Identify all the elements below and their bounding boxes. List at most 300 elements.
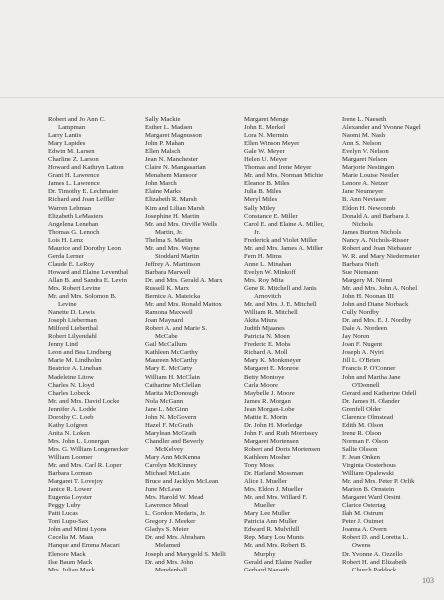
donor-name: Eldon H. Newcomb bbox=[342, 204, 396, 212]
donor-entry bbox=[48, 172, 145, 180]
donor-entry bbox=[342, 309, 422, 317]
donor-entry bbox=[244, 301, 342, 309]
donor-name: Grant H. Lawrence bbox=[48, 172, 100, 180]
donor-name: William R. Mitchell bbox=[244, 309, 298, 317]
donor-name: Edith M. Olson bbox=[342, 421, 384, 429]
donor-entry bbox=[145, 454, 244, 462]
donor-name: Leon and Bea Lindberg bbox=[48, 349, 112, 357]
donor-entry bbox=[145, 309, 244, 317]
donor-name: Mrs. Roy Mita bbox=[244, 276, 284, 284]
donor-name: Francis P. O'Conner bbox=[342, 365, 396, 373]
donor-name: Mr. and Mrs. Ronald Mattox bbox=[145, 301, 222, 309]
donor-name: Dr. Harland Mossman bbox=[244, 470, 304, 478]
donor-name: Gregory J. Meeker bbox=[145, 518, 196, 526]
donor-name: Frederick and Violet Miller bbox=[244, 236, 318, 244]
donor-name: Madeleine Litow bbox=[48, 373, 94, 381]
donor-entry bbox=[48, 349, 145, 357]
donor-name-continuation: Martin, Jr. bbox=[155, 228, 183, 236]
donor-name: Marie Louise Nestler bbox=[342, 172, 399, 180]
donor-entry bbox=[342, 285, 422, 293]
donor-entry bbox=[48, 229, 145, 237]
donor-name: Evelyn V. Nelson bbox=[342, 148, 389, 156]
donor-entry bbox=[342, 398, 422, 406]
donor-entry bbox=[244, 390, 342, 398]
donor-name: Margaret T. Lovejoy bbox=[48, 478, 104, 486]
donor-entry bbox=[244, 494, 342, 510]
donor-entry bbox=[145, 494, 244, 502]
donor-name: Lawrence Mead bbox=[145, 502, 189, 510]
donor-entry bbox=[244, 325, 342, 333]
donor-name: Constance E. Miller bbox=[244, 212, 298, 220]
donor-entry bbox=[342, 559, 422, 571]
donor-name: Hazel F. McGrath bbox=[145, 421, 193, 429]
donor-name: Robert Lilyendahl bbox=[48, 333, 97, 341]
donor-entry bbox=[48, 526, 145, 534]
donor-name: Lois H. Lenz bbox=[48, 236, 84, 244]
donor-name: F. Jean Onken bbox=[342, 453, 380, 461]
donor-name: L. Gordon Medaris, Jr. bbox=[145, 510, 206, 518]
donor-entry bbox=[145, 140, 244, 148]
donor-entry bbox=[244, 124, 342, 132]
donor-name: Robert and Joan Niebauer bbox=[342, 244, 412, 252]
donor-entry bbox=[342, 414, 422, 422]
donor-name: Patricia N. Moen bbox=[244, 333, 290, 341]
donor-name: Elenore Mack bbox=[48, 550, 86, 558]
donor-name: Alexander and Yvonne Nagel bbox=[342, 124, 421, 132]
top-divider-line bbox=[0, 97, 444, 98]
donor-column-3 bbox=[244, 116, 342, 571]
donor-name: Jean Morgan-Lobe bbox=[244, 405, 295, 413]
donor-name: Toni Lupu-Sax bbox=[48, 518, 89, 526]
donor-entry bbox=[48, 446, 145, 454]
donor-name: Jane L. McGinn bbox=[145, 405, 189, 413]
donor-name: Patricia Ann Muller bbox=[244, 518, 298, 526]
donor-entry bbox=[48, 237, 145, 245]
donor-name: Kathy Lofgren bbox=[48, 421, 88, 429]
donor-entry bbox=[145, 132, 244, 140]
donor-entry bbox=[48, 551, 145, 559]
donor-name: Dorothy C. Loeb bbox=[48, 413, 94, 421]
donor-entry bbox=[244, 261, 342, 269]
donor-entry bbox=[342, 333, 422, 341]
donor-name: Margaret Nelson bbox=[342, 156, 388, 164]
donor-entry bbox=[244, 422, 342, 430]
donor-name: Joseph and Marygold S. Melli bbox=[145, 550, 226, 558]
donor-column-1 bbox=[48, 116, 145, 571]
donor-name: Chandler and Beverly bbox=[145, 437, 204, 445]
donor-entry bbox=[342, 374, 422, 390]
donor-name: Dr. and Mrs. Gerald A. Marx bbox=[145, 276, 223, 284]
donor-entry bbox=[342, 116, 422, 124]
donor-entry bbox=[48, 188, 145, 196]
donor-name: Naomi M. Nash bbox=[342, 132, 385, 140]
donor-entry bbox=[342, 148, 422, 156]
donor-entry bbox=[48, 213, 145, 221]
donor-name: Barbara Nieft bbox=[342, 260, 379, 268]
donor-entry bbox=[48, 414, 145, 422]
donor-name: Menahem Mansoor bbox=[145, 172, 198, 180]
donor-name-continuation: Nichols bbox=[352, 220, 373, 228]
donor-name: John P. Mahan bbox=[145, 140, 185, 148]
donor-entry bbox=[48, 406, 145, 414]
donor-entry bbox=[145, 180, 244, 188]
donor-entry bbox=[48, 156, 145, 164]
donor-name: Mary E. McCarty bbox=[145, 365, 193, 373]
donor-entry bbox=[244, 245, 342, 253]
donor-entry bbox=[244, 526, 342, 534]
donor-name: Clarice Ostertag bbox=[342, 502, 386, 510]
donor-column-2 bbox=[145, 116, 244, 571]
donor-entry bbox=[342, 551, 422, 559]
donor-name: William H. McClain bbox=[145, 373, 200, 381]
donor-name: Judith Mjaanes bbox=[244, 325, 285, 333]
donor-name: Marion B. Ornstein bbox=[342, 486, 395, 494]
donor-entry bbox=[342, 261, 422, 269]
donor-entry bbox=[145, 164, 244, 172]
donor-name: Tony Moss bbox=[244, 462, 274, 470]
donor-entry bbox=[145, 422, 244, 430]
donor-entry bbox=[145, 148, 244, 156]
donor-name: John N. McGovern bbox=[145, 413, 197, 421]
donor-name: Evelyn W. Minkoff bbox=[244, 268, 296, 276]
donor-name: Russell K. Marx bbox=[145, 284, 190, 292]
donor-name: Lenore A. Netzer bbox=[342, 180, 389, 188]
donor-name: Joan Maynard bbox=[145, 317, 184, 325]
donor-name: Joan F. Nugent bbox=[342, 341, 383, 349]
donor-name: Grenfell Older bbox=[342, 405, 382, 413]
donor-entry bbox=[48, 365, 145, 373]
donor-name: Mattie E. Morin bbox=[244, 413, 288, 421]
donor-entry bbox=[342, 140, 422, 148]
donor-entry bbox=[342, 430, 422, 438]
donor-entry bbox=[48, 510, 145, 518]
donor-name: Angelena Lenehan bbox=[48, 220, 99, 228]
donor-name: Mrs. Harold W. Mead bbox=[145, 494, 204, 502]
donor-entry bbox=[48, 390, 145, 398]
donor-column-4 bbox=[342, 116, 422, 571]
donor-entry bbox=[145, 245, 244, 261]
donor-entry bbox=[48, 470, 145, 478]
donor-entry bbox=[244, 140, 342, 148]
donor-name: Milford Lieberthal bbox=[48, 325, 98, 333]
donor-name: Cecelia M. Maas bbox=[48, 534, 94, 542]
donor-entry bbox=[342, 164, 422, 172]
donor-name: Catharine McClellan bbox=[145, 381, 201, 389]
donor-name: Helen U. Meyer bbox=[244, 156, 288, 164]
donor-entry bbox=[244, 382, 342, 390]
donor-entry bbox=[145, 172, 244, 180]
donor-name: Kathleen Mosher bbox=[244, 453, 291, 461]
donor-entry bbox=[244, 438, 342, 446]
donor-name: Donald A. and Barbara J. bbox=[342, 212, 410, 220]
donor-entry bbox=[244, 341, 342, 349]
donor-name: Maurice and Dorothy Leon bbox=[48, 244, 121, 252]
donor-entry bbox=[244, 518, 342, 526]
donor-name: Jean N. Manchester bbox=[145, 156, 198, 164]
donor-entry bbox=[342, 462, 422, 470]
donor-entry bbox=[244, 365, 342, 373]
donor-name: Irene L. Naeseth bbox=[342, 116, 387, 123]
donor-name: Edward R. Mulvihill bbox=[244, 526, 300, 534]
donor-entry bbox=[48, 518, 145, 526]
donor-entry bbox=[48, 502, 145, 510]
donor-entry bbox=[244, 172, 342, 180]
donor-name: Margaret Mortensen bbox=[244, 437, 299, 445]
donor-entry bbox=[342, 341, 422, 349]
donor-name: Betty Montoye bbox=[244, 373, 285, 381]
donor-name: Jane Neumeyer bbox=[342, 188, 384, 196]
donor-name: Dr. and Mrs. John bbox=[145, 558, 194, 566]
donor-name: Margaret Menge bbox=[244, 116, 289, 123]
donor-entry bbox=[48, 559, 145, 567]
donor-name: Mr. and Mrs. Orville Wells bbox=[145, 220, 218, 228]
donor-entry bbox=[244, 237, 342, 245]
donor-name: Howard and Elaine Leventhal bbox=[48, 268, 129, 276]
donor-entry bbox=[244, 196, 342, 204]
donor-name: Beatrice A. Linehan bbox=[48, 365, 102, 373]
donor-name: Margaret Ward Orsini bbox=[342, 494, 401, 502]
donor-name: Allan B. and Sandra E. Levin bbox=[48, 276, 127, 284]
donor-name: Mrs. Eldon J. Mueller bbox=[244, 486, 303, 494]
donor-entry bbox=[244, 567, 342, 571]
donor-name: Cully Nordby bbox=[342, 309, 379, 317]
donor-entry bbox=[145, 237, 244, 245]
donor-name: Sue Niemann bbox=[342, 268, 379, 276]
donor-entry bbox=[145, 526, 244, 534]
donor-name: Mr. and Mrs. Wayne bbox=[145, 244, 200, 252]
donor-entry bbox=[145, 406, 244, 414]
donor-entry bbox=[342, 526, 422, 534]
donor-entry bbox=[145, 221, 244, 237]
donor-entry bbox=[244, 357, 342, 365]
donor-entry bbox=[244, 221, 342, 237]
donor-name: Sally Miley bbox=[244, 204, 276, 212]
donor-name: Ilah M. Ostrum bbox=[342, 510, 384, 518]
donor-name: Anita N. Loken bbox=[48, 429, 90, 437]
donor-name: Barbara Lorman bbox=[48, 470, 93, 478]
donor-entry bbox=[342, 124, 422, 132]
donor-name: Gerald and Elaine Nadler bbox=[244, 558, 313, 566]
donor-name: Sally Mackie bbox=[145, 116, 181, 123]
donor-name: Mary Lee Muller bbox=[244, 510, 291, 518]
donor-entry bbox=[145, 269, 244, 277]
donor-name: Charles Lobeck bbox=[48, 389, 91, 397]
donor-entry bbox=[342, 438, 422, 446]
donor-name: Joseph Lieberman bbox=[48, 317, 97, 325]
donor-entry bbox=[342, 454, 422, 462]
donor-entry bbox=[244, 414, 342, 422]
donor-name: Gerhard Naeseth bbox=[244, 566, 290, 571]
donor-entry bbox=[145, 430, 244, 438]
donor-name: Mary Ann McKenna bbox=[145, 453, 201, 461]
donor-name: Robert D. and Loretta L. bbox=[342, 534, 409, 542]
donor-name: Dr. James H. Olander bbox=[342, 397, 400, 405]
donor-name: John and Martha Jane bbox=[342, 373, 401, 381]
donor-entry bbox=[342, 277, 422, 285]
donor-entry bbox=[145, 341, 244, 349]
donor-name-continuation: Levine bbox=[58, 301, 77, 309]
donor-entry bbox=[48, 478, 145, 486]
donor-name: Elizabeth R. Marsh bbox=[145, 196, 197, 204]
donor-entry bbox=[342, 502, 422, 510]
donor-name: Richard and Joan Leffler bbox=[48, 196, 115, 204]
donor-entry bbox=[342, 534, 422, 550]
donor-entry bbox=[145, 382, 244, 390]
donor-entry bbox=[145, 470, 244, 478]
donor-entry bbox=[244, 148, 342, 156]
donor-name: Bruce and Jacklyn McLean bbox=[145, 478, 219, 486]
donor-name: Thomas G. Lenoch bbox=[48, 228, 100, 236]
donor-entry bbox=[342, 349, 422, 357]
donor-name-continuation: Melamed bbox=[155, 542, 181, 550]
donor-entry bbox=[48, 205, 145, 213]
donor-entry bbox=[48, 398, 145, 406]
donor-entry bbox=[145, 534, 244, 550]
donor-name: Anne L. Minahan bbox=[244, 260, 292, 268]
donor-name: Dr. Timothy E. Lechmaier bbox=[48, 188, 119, 196]
donor-name: B. Ann Neviaser bbox=[342, 196, 387, 204]
donor-entry bbox=[244, 180, 342, 188]
donor-entry bbox=[244, 349, 342, 357]
donor-name: Ellen Winson Meyer bbox=[244, 140, 300, 148]
donor-entry bbox=[244, 205, 342, 213]
donor-entry bbox=[145, 285, 244, 293]
donor-entry bbox=[145, 518, 244, 526]
donor-entry bbox=[145, 357, 244, 365]
donor-name: John and Mimi Lyons bbox=[48, 526, 107, 534]
donor-entry bbox=[244, 542, 342, 558]
donor-entry bbox=[244, 486, 342, 494]
donor-name: Robert A. and Marie S. bbox=[145, 325, 208, 333]
donor-name: Peggy Luby bbox=[48, 502, 81, 510]
donor-entry bbox=[48, 221, 145, 229]
donor-name: Dr. and Mrs. Abraham bbox=[145, 534, 205, 542]
donor-name: John E. Merkel bbox=[244, 124, 286, 132]
donor-name: Ann S. Nelson bbox=[342, 140, 382, 148]
donor-entry bbox=[145, 317, 244, 325]
donor-name: Mr. and Mrs. Solomon B. bbox=[48, 293, 117, 301]
donor-entry bbox=[244, 269, 342, 277]
donor-name: Charles N. Lloyd bbox=[48, 381, 95, 389]
donor-entry bbox=[244, 406, 342, 414]
donor-name: Maybelle J. Moore bbox=[244, 389, 295, 397]
donor-name: Gale W. Meyer bbox=[244, 148, 285, 156]
donor-entry bbox=[244, 116, 342, 124]
donor-entry bbox=[48, 261, 145, 269]
donor-name: Gerda Lerner bbox=[48, 252, 84, 260]
donor-entry bbox=[145, 374, 244, 382]
donor-entry bbox=[244, 534, 342, 542]
donor-name: Bernice A. Mateicka bbox=[145, 293, 201, 301]
donor-name: Maureen McCarthy bbox=[145, 357, 198, 365]
donor-name: Marylean McGrath bbox=[145, 429, 197, 437]
donor-entry bbox=[342, 156, 422, 164]
donor-entry bbox=[145, 261, 244, 269]
donor-entry bbox=[145, 301, 244, 309]
donor-name: Carol E. and Elaine A. Miller, bbox=[244, 220, 324, 228]
donor-name-continuation: Lampman bbox=[58, 124, 86, 132]
donor-entry bbox=[145, 478, 244, 486]
donor-name: Ellen Malsch bbox=[145, 148, 181, 156]
donor-entry bbox=[342, 180, 422, 188]
donor-name: Jennifer A. Lodde bbox=[48, 405, 97, 413]
donor-entry bbox=[244, 188, 342, 196]
donor-name: John F. and Ruth Morrissey bbox=[244, 429, 318, 437]
donor-name: Patti Lucas bbox=[48, 510, 78, 518]
donor-entry bbox=[244, 510, 342, 518]
donor-entry bbox=[145, 205, 244, 213]
donor-entry bbox=[145, 559, 244, 571]
donor-entry bbox=[342, 518, 422, 526]
donor-entry bbox=[244, 478, 342, 486]
donor-name: Marita McDonough bbox=[145, 389, 199, 397]
donor-name: Peter J. Ouimet bbox=[342, 518, 384, 526]
donor-name: John March bbox=[145, 180, 177, 188]
donor-entry bbox=[342, 365, 422, 373]
donor-entry bbox=[244, 333, 342, 341]
donor-name: Dr. Yvonne A. Ozzello bbox=[342, 550, 403, 558]
donor-entry bbox=[48, 567, 145, 571]
donor-entry bbox=[342, 229, 422, 237]
donor-name: Fern H. Mims bbox=[244, 252, 282, 260]
donor-entry bbox=[244, 462, 342, 470]
donor-name-continuation: Church Paddock bbox=[352, 566, 397, 571]
donor-entry bbox=[342, 494, 422, 502]
donor-name: Margaret Magnusson bbox=[145, 132, 202, 140]
donor-name: Carla Moore bbox=[244, 381, 278, 389]
donor-name-continuation: Murphy bbox=[254, 550, 276, 558]
donor-name: Eugenia Loyster bbox=[48, 494, 93, 502]
donor-name: Mrs. Robert Levine bbox=[48, 284, 101, 292]
donor-entry bbox=[48, 325, 145, 333]
donor-entry bbox=[48, 534, 145, 542]
donor-name: Akita Miura bbox=[244, 317, 277, 325]
donor-name: James L. Lawrence bbox=[48, 180, 100, 188]
donor-name: Joseph A. Nyiri bbox=[342, 349, 384, 357]
donor-entry bbox=[244, 156, 342, 164]
donor-entry bbox=[48, 494, 145, 502]
donor-entry bbox=[342, 406, 422, 414]
donor-entry bbox=[48, 148, 145, 156]
donor-entry bbox=[48, 454, 145, 462]
donor-entry bbox=[145, 277, 244, 285]
donor-entry bbox=[244, 374, 342, 382]
donor-name: Julia B. Miles bbox=[244, 188, 282, 196]
donor-entry bbox=[145, 502, 244, 510]
donor-entry bbox=[48, 542, 145, 550]
page-number: 103 bbox=[422, 576, 434, 585]
donor-entry bbox=[48, 486, 145, 494]
donor-name: Frederic E. Mohs bbox=[244, 341, 291, 349]
donor-entry bbox=[48, 374, 145, 382]
donor-entry bbox=[342, 325, 422, 333]
donor-entry bbox=[342, 213, 422, 229]
donor-entry bbox=[48, 180, 145, 188]
donor-name-continuation: Mendenhall bbox=[155, 566, 187, 571]
donor-name-continuation: Arnovitch bbox=[254, 293, 282, 301]
donor-name: Mrs. G. William Longenecker bbox=[48, 445, 129, 453]
donor-name: Esther L. Madsen bbox=[145, 124, 193, 132]
donor-name: William Opalewski bbox=[342, 470, 394, 478]
donor-entry bbox=[48, 309, 145, 317]
donor-entry bbox=[145, 196, 244, 204]
donor-name: Gail McCallum bbox=[145, 341, 187, 349]
donor-name-continuation: McCabe bbox=[155, 333, 178, 341]
donor-entry bbox=[342, 510, 422, 518]
donor-entry bbox=[244, 398, 342, 406]
donor-entry bbox=[145, 124, 244, 132]
donor-entry bbox=[48, 357, 145, 365]
